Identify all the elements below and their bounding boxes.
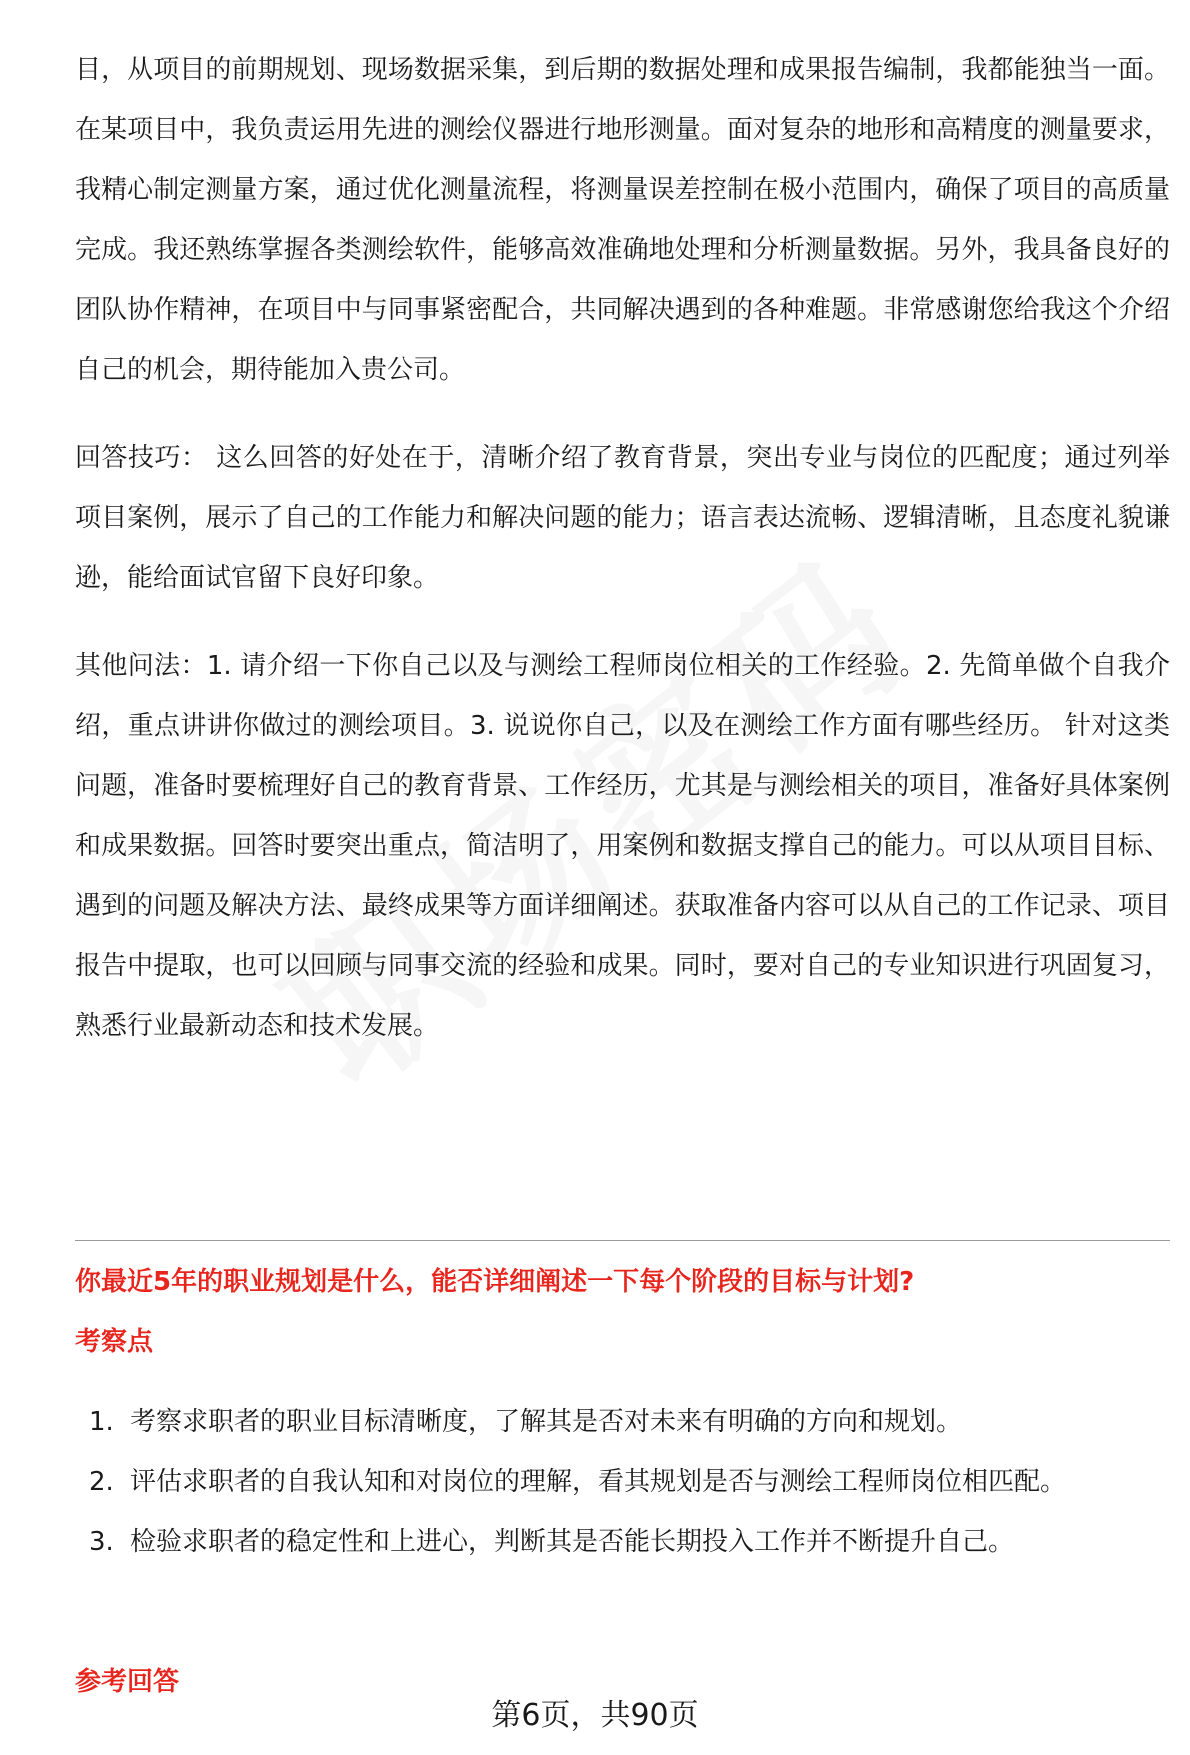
page-footer: 第6页，共90页 [491, 1698, 699, 1733]
list-item-text: 评估求职者的自我认知和对岗位的理解，看其规划是否与测绘工程师岗位相匹配。 [130, 1467, 1067, 1497]
section-divider [75, 1240, 1170, 1241]
list-item [75, 1452, 1170, 1512]
kaochadian-list [75, 1392, 1170, 1572]
reference-answer-heading: 参考回答 [75, 1667, 180, 1697]
list-item-text: 检验求职者的稳定性和上进心，判断其是否能长期投入工作并不断提升自己。 [130, 1527, 1015, 1557]
kaochadian-heading: 考察点 [75, 1327, 154, 1357]
paragraph-other-questions: 其他问法：1. 请介绍一下你自己以及与测绘工程师岗位相关的工作经验。2. 先简单做个自我介绍，重点讲讲你做过的测绘项目。3. 说说你自己，以及在测绘工作方面有哪些经历。 针对这类问题，准备时要梳理好自己的教育背景、工作经历，尤其是与测绘相关的项目，准备好具体案例和成果数据。回答时要突出重点，简洁明了，用案例和数据支撑自己的能力。可以从项目目标、遇到的问题及解决方法、最终成果等方面详细阐述。获取准备内容可以从自己的工作记录、项目报告中提取，也可以回顾与同事交流的经验和成果。同时，要对自己的专业知识进行巩固复习，熟悉行业最新动态和技术发展。 [75, 651, 1170, 1041]
list-item [75, 1392, 1170, 1452]
list-number: 3. [89, 1527, 114, 1557]
list-item [75, 1512, 1170, 1572]
body-text [75, 40, 1170, 1056]
list-item-text: 考察求职者的职业目标清晰度，了解其是否对未来有明确的方向和规划。 [130, 1407, 963, 1437]
list-number: 2. [89, 1467, 114, 1497]
list-number: 1. [89, 1407, 114, 1437]
paragraph-answer-continued: 目，从项目的前期规划、现场数据采集，到后期的数据处理和成果报告编制，我都能独当一面。在某项目中，我负责运用先进的测绘仪器进行地形测量。面对复杂的地形和高精度的测量要求，我精心制定测量方案，通过优化测量流程，将测量误差控制在极小范围内，确保了项目的高质量完成。我还熟练掌握各类测绘软件，能够高效准确地处理和分析测量数据。另外，我具备良好的团队协作精神，在项目中与同事紧密配合，共同解决遇到的各种难题。非常感谢您给我这个介绍自己的机会，期待能加入贵公司。 [75, 55, 1170, 385]
paragraph-answer-tips: 回答技巧： 这么回答的好处在于，清晰介绍了教育背景，突出专业与岗位的匹配度；通过列举项目案例，展示了自己的工作能力和解决问题的能力；语言表达流畅、逻辑清晰，且态度礼貌谦逊，能给面试官留下良好印象。 [75, 443, 1170, 593]
question-heading: 你最近5年的职业规划是什么，能否详细阐述一下每个阶段的目标与计划? [75, 1267, 915, 1297]
